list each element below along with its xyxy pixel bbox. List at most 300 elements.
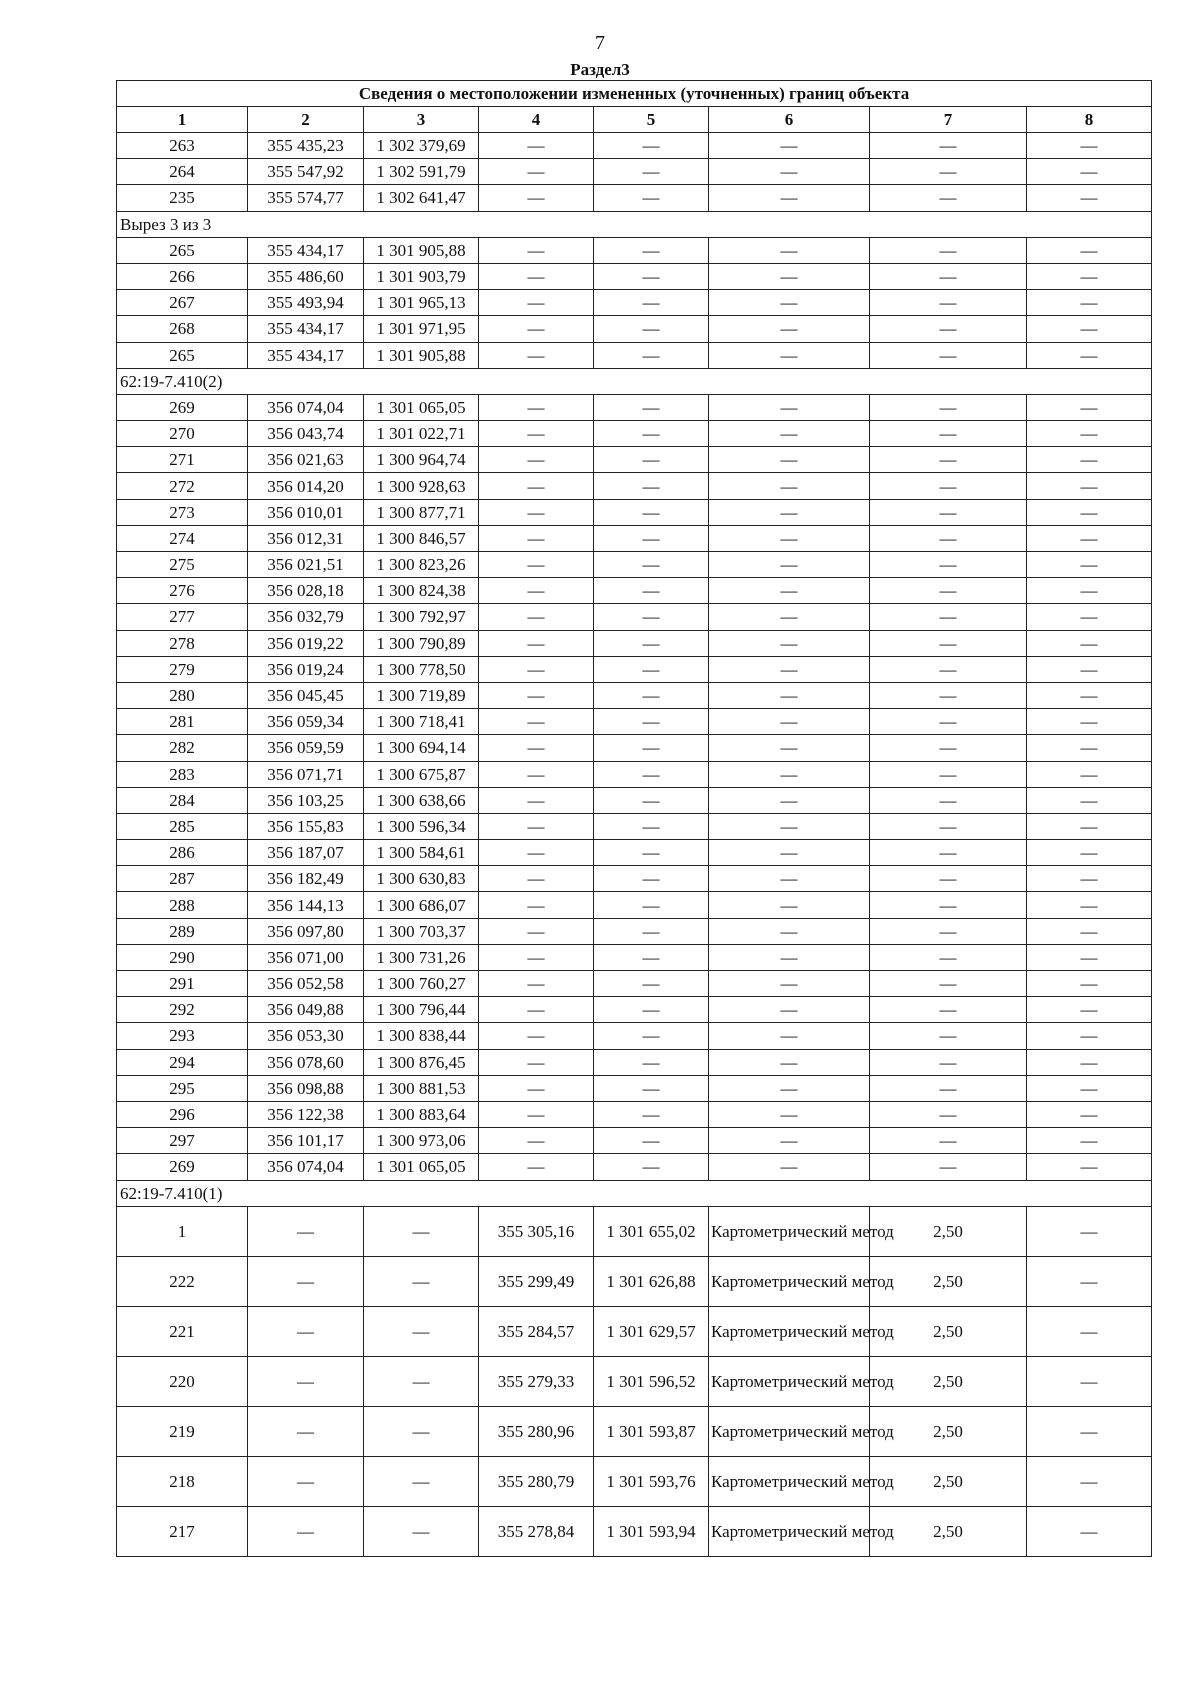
table-row (117, 682, 1152, 708)
table-cell: — (479, 394, 594, 420)
table-cell: 356 097,80 (248, 918, 364, 944)
table-cell: 285 (117, 813, 248, 839)
table-cell: 1 300 731,26 (364, 944, 479, 970)
table-cell: — (870, 1049, 1027, 1075)
table-cell: 356 074,04 (248, 394, 364, 420)
table-cell: 1 300 838,44 (364, 1023, 479, 1049)
table-cell: 356 098,88 (248, 1075, 364, 1101)
table-cell: — (709, 1128, 870, 1154)
table-cell: 355 486,60 (248, 263, 364, 289)
table-cell: — (1027, 1356, 1152, 1406)
table-cell: — (709, 290, 870, 316)
table-cell: — (1027, 447, 1152, 473)
table-row (117, 1075, 1152, 1101)
table-cell: Картометрический метод (709, 1406, 870, 1456)
table-cell: — (870, 316, 1027, 342)
table-cell: 356 049,88 (248, 997, 364, 1023)
table-cell: 1 301 065,05 (364, 1154, 479, 1180)
table-cell: 1 301 903,79 (364, 263, 479, 289)
table-cell: — (479, 499, 594, 525)
table-cell: 282 (117, 735, 248, 761)
table-cell: 355 434,17 (248, 342, 364, 368)
table-cell: 1 301 965,13 (364, 290, 479, 316)
table-cell: — (870, 709, 1027, 735)
table-cell: — (1027, 997, 1152, 1023)
table-cell: 275 (117, 552, 248, 578)
table-cell: — (594, 682, 709, 708)
table-cell: — (594, 421, 709, 447)
table-cell: 1 301 905,88 (364, 237, 479, 263)
table-cell: 356 019,24 (248, 656, 364, 682)
table-row (117, 787, 1152, 813)
table-cell: 1 300 792,97 (364, 604, 479, 630)
column-number-row (117, 107, 1152, 133)
table-cell: 356 052,58 (248, 971, 364, 997)
table-cell: 2,50 (870, 1506, 1027, 1556)
table-cell: 356 014,20 (248, 473, 364, 499)
table-row (117, 1023, 1152, 1049)
table-cell: — (870, 578, 1027, 604)
table-row (117, 604, 1152, 630)
table-cell: — (870, 918, 1027, 944)
table-cell: 290 (117, 944, 248, 970)
table-cell: 1 300 790,89 (364, 630, 479, 656)
table-cell: — (479, 604, 594, 630)
table-cell: — (870, 447, 1027, 473)
table-cell: — (594, 263, 709, 289)
table-cell: — (479, 630, 594, 656)
table-cell: 295 (117, 1075, 248, 1101)
table-cell: 1 300 964,74 (364, 447, 479, 473)
table-cell: 286 (117, 840, 248, 866)
table-cell: — (870, 944, 1027, 970)
table-cell: — (709, 263, 870, 289)
table-row (117, 263, 1152, 289)
table-cell: — (709, 1049, 870, 1075)
table-row (117, 944, 1152, 970)
table-cell: 1 300 686,07 (364, 892, 479, 918)
table-cell: — (594, 447, 709, 473)
table-cell: — (1027, 290, 1152, 316)
table-cell: 268 (117, 316, 248, 342)
table-cell: 278 (117, 630, 248, 656)
column-header: 4 (479, 107, 594, 133)
table-cell: 1 301 626,88 (594, 1256, 709, 1306)
table-row (117, 499, 1152, 525)
table-cell: — (870, 421, 1027, 447)
table-cell: — (709, 342, 870, 368)
table-cell: — (594, 918, 709, 944)
table-cell: — (594, 473, 709, 499)
table-cell: 1 300 638,66 (364, 787, 479, 813)
table-cell: 356 010,01 (248, 499, 364, 525)
table-cell: — (479, 682, 594, 708)
table-cell: — (479, 1049, 594, 1075)
group-label: 62:19-7.410(2) (117, 368, 1152, 394)
table-cell: 355 493,94 (248, 290, 364, 316)
table-cell: — (1027, 682, 1152, 708)
table-cell: — (1027, 630, 1152, 656)
table-cell: — (709, 709, 870, 735)
table-cell: — (479, 971, 594, 997)
table-cell: — (479, 918, 594, 944)
table-row (117, 840, 1152, 866)
table-cell: 355 284,57 (479, 1306, 594, 1356)
table-cell: — (870, 394, 1027, 420)
table-row (117, 735, 1152, 761)
table-cell: 2,50 (870, 1456, 1027, 1506)
table-row (117, 709, 1152, 735)
table-cell: — (709, 1154, 870, 1180)
table-cell: 1 300 928,63 (364, 473, 479, 499)
table-cell: 356 071,00 (248, 944, 364, 970)
table-row (117, 997, 1152, 1023)
table-cell: 356 021,63 (248, 447, 364, 473)
table-cell: 355 434,17 (248, 237, 364, 263)
table-cell: — (479, 1075, 594, 1101)
table-row (117, 394, 1152, 420)
table-cell: — (364, 1506, 479, 1556)
table-cell: — (870, 813, 1027, 839)
table-cell: — (479, 866, 594, 892)
table-cell: 355 280,79 (479, 1456, 594, 1506)
table-cell: — (594, 237, 709, 263)
table-cell: — (479, 892, 594, 918)
table-cell: 276 (117, 578, 248, 604)
table-cell: — (479, 421, 594, 447)
table-cell: — (1027, 578, 1152, 604)
table-cell: 219 (117, 1406, 248, 1456)
table-cell: 1 300 596,34 (364, 813, 479, 839)
table-cell: — (1027, 159, 1152, 185)
table-cell: 1 300 718,41 (364, 709, 479, 735)
table-cell: 356 028,18 (248, 578, 364, 604)
table-cell: 355 279,33 (479, 1356, 594, 1406)
table-row (117, 1206, 1152, 1256)
table-cell: — (709, 1075, 870, 1101)
table-cell: — (709, 997, 870, 1023)
column-header: 5 (594, 107, 709, 133)
table-cell: — (709, 813, 870, 839)
table-cell: — (1027, 604, 1152, 630)
table-cell: — (870, 552, 1027, 578)
table-cell: 1 301 655,02 (594, 1206, 709, 1256)
table-cell: — (1027, 1206, 1152, 1256)
table-cell: — (479, 761, 594, 787)
table-cell: — (1027, 421, 1152, 447)
table-cell: 267 (117, 290, 248, 316)
table-cell: — (594, 290, 709, 316)
table-cell: 356 122,38 (248, 1101, 364, 1127)
table-cell: 281 (117, 709, 248, 735)
table-cell: — (594, 1075, 709, 1101)
table-row (117, 630, 1152, 656)
table-row (117, 552, 1152, 578)
table-cell: — (594, 656, 709, 682)
table-cell: 1 300 823,26 (364, 552, 479, 578)
table-cell: 356 074,04 (248, 1154, 364, 1180)
table-cell: 269 (117, 1154, 248, 1180)
table-cell: — (479, 1023, 594, 1049)
table-cell: — (709, 682, 870, 708)
table-cell: Картометрический метод (709, 1206, 870, 1256)
table-cell: — (479, 787, 594, 813)
table-cell: — (594, 394, 709, 420)
table-cell: — (1027, 918, 1152, 944)
table-cell: 1 300 630,83 (364, 866, 479, 892)
table-cell: 356 101,17 (248, 1128, 364, 1154)
table-cell: 356 187,07 (248, 840, 364, 866)
table-cell: — (709, 133, 870, 159)
table-row (117, 1456, 1152, 1506)
table-cell: — (594, 630, 709, 656)
table-row (117, 1101, 1152, 1127)
table-cell: — (1027, 1406, 1152, 1456)
table-cell: — (479, 185, 594, 211)
table-cell: — (479, 316, 594, 342)
table-cell: — (594, 735, 709, 761)
table-cell: — (479, 578, 594, 604)
table-cell: — (870, 656, 1027, 682)
table-cell: — (1027, 185, 1152, 211)
group-header-row (117, 211, 1152, 237)
table-cell: — (870, 133, 1027, 159)
table-cell: — (709, 918, 870, 944)
table-cell: 287 (117, 866, 248, 892)
table-row (117, 473, 1152, 499)
table-cell: — (364, 1206, 479, 1256)
table-cell: — (1027, 394, 1152, 420)
table-cell: — (1027, 944, 1152, 970)
column-header: 2 (248, 107, 364, 133)
table-cell: — (709, 1101, 870, 1127)
table-cell: — (479, 263, 594, 289)
table-cell: — (870, 682, 1027, 708)
table-cell: — (870, 866, 1027, 892)
table-cell: 1 301 065,05 (364, 394, 479, 420)
table-cell: — (709, 892, 870, 918)
table-cell: 266 (117, 263, 248, 289)
table-row (117, 133, 1152, 159)
table-cell: 1 300 703,37 (364, 918, 479, 944)
column-header: 3 (364, 107, 479, 133)
table-cell: — (1027, 1049, 1152, 1075)
table-row (117, 237, 1152, 263)
table-cell: — (709, 185, 870, 211)
table-cell: 1 301 596,52 (594, 1356, 709, 1406)
table-cell: — (870, 1154, 1027, 1180)
table-cell: — (364, 1456, 479, 1506)
table-cell: — (1027, 1101, 1152, 1127)
table-cell: 1 300 824,38 (364, 578, 479, 604)
table-cell: 297 (117, 1128, 248, 1154)
table-cell: — (594, 1023, 709, 1049)
table-cell: 1 300 876,45 (364, 1049, 479, 1075)
table-cell: Картометрический метод (709, 1256, 870, 1306)
table-cell: — (709, 604, 870, 630)
table-cell: — (248, 1306, 364, 1356)
group-header-row (117, 1180, 1152, 1206)
table-cell: 1 301 593,76 (594, 1456, 709, 1506)
table-cell: 1 300 883,64 (364, 1101, 479, 1127)
table-row (117, 1154, 1152, 1180)
table-cell: 1 302 641,47 (364, 185, 479, 211)
table-cell: 355 280,96 (479, 1406, 594, 1456)
table-cell: 263 (117, 133, 248, 159)
table-cell: — (479, 290, 594, 316)
table-cell: — (594, 159, 709, 185)
table-cell: — (248, 1256, 364, 1306)
table-cell: — (594, 813, 709, 839)
table-cell: — (594, 944, 709, 970)
table-cell: — (594, 578, 709, 604)
table-cell: — (479, 473, 594, 499)
table-cell: 291 (117, 971, 248, 997)
table-cell: — (870, 630, 1027, 656)
table-cell: — (479, 840, 594, 866)
table-cell: 222 (117, 1256, 248, 1306)
table-cell: — (1027, 263, 1152, 289)
table-cell: — (870, 1128, 1027, 1154)
table-cell: 356 043,74 (248, 421, 364, 447)
table-cell: 356 059,34 (248, 709, 364, 735)
table-cell: — (709, 421, 870, 447)
table-cell: — (709, 656, 870, 682)
table-cell: 1 300 778,50 (364, 656, 479, 682)
table-row (117, 813, 1152, 839)
table-cell: 220 (117, 1356, 248, 1406)
table-cell: — (870, 1023, 1027, 1049)
table-cell: 355 278,84 (479, 1506, 594, 1556)
table-cell: 274 (117, 525, 248, 551)
table-cell: — (1027, 1075, 1152, 1101)
table-caption-row (117, 81, 1152, 107)
table-cell: 280 (117, 682, 248, 708)
table-cell: — (1027, 1256, 1152, 1306)
table-cell: — (594, 840, 709, 866)
table-cell: 270 (117, 421, 248, 447)
table-row (117, 1356, 1152, 1406)
table-cell: 1 302 591,79 (364, 159, 479, 185)
table-cell: — (870, 892, 1027, 918)
table-cell: — (594, 133, 709, 159)
table-cell: — (594, 1101, 709, 1127)
table-row (117, 971, 1152, 997)
table-cell: — (479, 159, 594, 185)
table-cell: 273 (117, 499, 248, 525)
table-row (117, 918, 1152, 944)
table-cell: — (709, 735, 870, 761)
table-cell: — (594, 499, 709, 525)
group-header-row (117, 368, 1152, 394)
table-cell: 355 299,49 (479, 1256, 594, 1306)
table-title: Сведения о местоположении измененных (уточненных) границ объекта (117, 81, 1152, 107)
table-cell: — (1027, 1306, 1152, 1356)
table-cell: — (709, 237, 870, 263)
table-cell: 2,50 (870, 1256, 1027, 1306)
table-cell: — (1027, 892, 1152, 918)
table-cell: — (709, 1023, 870, 1049)
table-cell: 2,50 (870, 1206, 1027, 1256)
table-cell: — (709, 394, 870, 420)
table-cell: — (479, 447, 594, 473)
table-row (117, 1506, 1152, 1556)
table-cell: — (1027, 1456, 1152, 1506)
table-row (117, 578, 1152, 604)
table-cell: — (870, 971, 1027, 997)
table-cell: — (248, 1406, 364, 1456)
table-cell: — (594, 604, 709, 630)
table-cell: — (870, 840, 1027, 866)
table-cell: 294 (117, 1049, 248, 1075)
table-cell: — (1027, 473, 1152, 499)
table-cell: Картометрический метод (709, 1456, 870, 1506)
table-cell: — (870, 787, 1027, 813)
table-cell: — (594, 997, 709, 1023)
table-cell: — (364, 1356, 479, 1406)
table-cell: — (1027, 813, 1152, 839)
table-cell: 235 (117, 185, 248, 211)
table-cell: — (709, 473, 870, 499)
table-cell: 1 300 760,27 (364, 971, 479, 997)
table-cell: — (1027, 787, 1152, 813)
table-cell: — (1027, 761, 1152, 787)
table-cell: — (479, 237, 594, 263)
table-cell: 356 144,13 (248, 892, 364, 918)
table-cell: — (709, 971, 870, 997)
table-cell: — (870, 604, 1027, 630)
table-cell: 277 (117, 604, 248, 630)
table-cell: — (594, 971, 709, 997)
table-cell: 279 (117, 656, 248, 682)
table-cell: — (479, 1101, 594, 1127)
table-cell: 356 019,22 (248, 630, 364, 656)
table-row (117, 656, 1152, 682)
table-cell: — (1027, 342, 1152, 368)
table-cell: — (594, 525, 709, 551)
table-cell: — (870, 499, 1027, 525)
table-cell: — (709, 944, 870, 970)
table-cell: 296 (117, 1101, 248, 1127)
table-cell: 272 (117, 473, 248, 499)
table-cell: — (479, 342, 594, 368)
table-cell: — (594, 787, 709, 813)
table-cell: 1 300 973,06 (364, 1128, 479, 1154)
table-cell: — (709, 866, 870, 892)
table-cell: 293 (117, 1023, 248, 1049)
table-cell: 356 059,59 (248, 735, 364, 761)
table-cell: 1 301 629,57 (594, 1306, 709, 1356)
table-cell: 284 (117, 787, 248, 813)
table-cell: 1 300 796,44 (364, 997, 479, 1023)
table-cell: — (1027, 709, 1152, 735)
table-cell: 271 (117, 447, 248, 473)
table-cell: — (870, 997, 1027, 1023)
table-cell: — (1027, 1128, 1152, 1154)
table-cell: — (1027, 1154, 1152, 1180)
table-cell: — (709, 316, 870, 342)
table-row (117, 1406, 1152, 1456)
table-cell: — (479, 997, 594, 1023)
table-cell: — (594, 1154, 709, 1180)
table-cell: — (594, 709, 709, 735)
table-cell: — (594, 1049, 709, 1075)
table-cell: — (870, 761, 1027, 787)
table-cell: 218 (117, 1456, 248, 1506)
table-cell: Картометрический метод (709, 1356, 870, 1406)
table-row (117, 866, 1152, 892)
table-cell: — (709, 840, 870, 866)
